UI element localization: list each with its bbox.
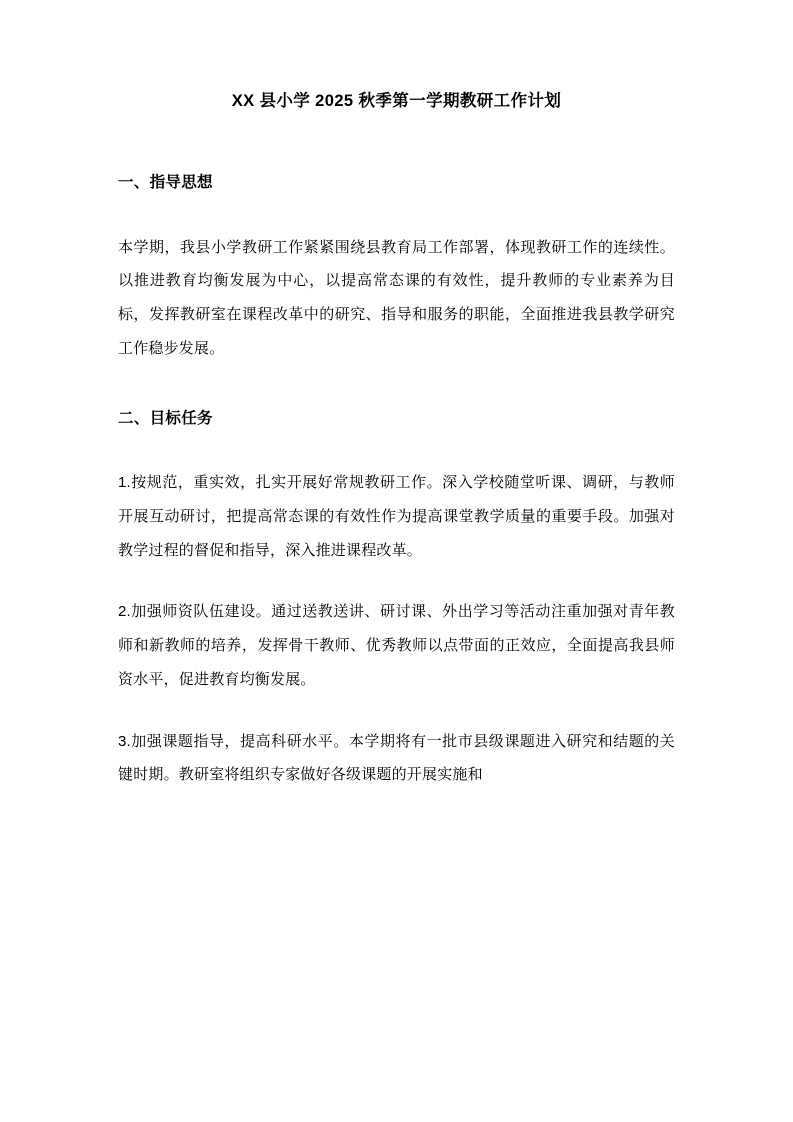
- page-title: XX 县小学 2025 秋季第一学期教研工作计划: [231, 92, 562, 110]
- section-heading-guiding-thought: 一、指导思想: [118, 174, 213, 192]
- paragraph-guiding-thought-1: 本学期，我县小学教研工作紧紧围绕县教育局工作部署，体现教研工作的连续性。以推进教育均衡发展为中心，以提高常态课的有效性，提升教师的专业素养为目标，发挥教研室在课程改革中的研究、指导和服务的职能，全面推进我县教学研究工作稳步发展。: [118, 238, 675, 357]
- section-heading-goals-tasks: 二、目标任务: [118, 409, 213, 427]
- paragraph-goals-tasks-1: 1.按规范，重实效，扎实开展好常规教研工作。深入学校随堂听课、调研，与教师开展互动研讨，把提高常态课的有效性作为提高课堂教学质量的重要手段。加强对教学过程的督促和指导，深入推进课程改革。: [118, 474, 675, 559]
- paragraph-goals-tasks-2: 2.加强师资队伍建设。通过送教送讲、研讨课、外出学习等活动注重加强对青年教师和新教师的培养，发挥骨干教师、优秀教师以点带面的正效应，全面提高我县师资水平，促进教育均衡发展。: [118, 603, 675, 688]
- paragraph-goals-tasks-3: 3.加强课题指导，提高科研水平。本学期将有一批市县级课题进入研究和结题的关键时期。教研室将组织专家做好各级课题的开展实施和: [118, 732, 675, 784]
